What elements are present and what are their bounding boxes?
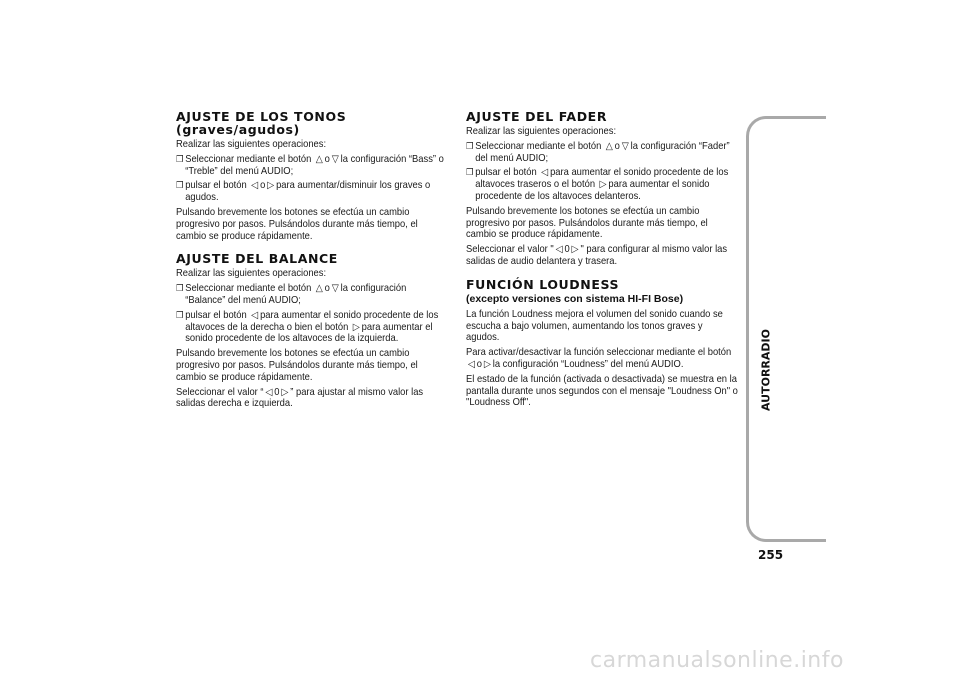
balance-bullet-2: ❒ pulsar el botón ◁ para aumentar el sonido procedente de los altavoces de la derecha o bien el botón ▷ para aumentar el sonido procedente de los altavoces de la izquierda. — [176, 309, 439, 345]
right-arrow-icon: ▷ — [483, 358, 491, 370]
checkbox-bullet-icon: ❒ — [176, 180, 184, 191]
tones-heading: AJUSTE DE LOS TONOS — [176, 109, 347, 124]
right-arrow-icon: ▷ — [571, 244, 579, 256]
fader-paragraph: Pulsando brevemente los botones se efectúa un cambio progresivo por pasos. Pulsándolos durante más tiempo, el cambio se produce rápidamente. — [466, 205, 708, 241]
loudness-subheading: (excepto versiones con sistema HI-FI Bose) — [466, 292, 684, 305]
fader-value-paragraph: Seleccionar el valor " ◁ 0 ▷ " para configurar al mismo valor las salidas de audio delantera y trasera. — [466, 244, 728, 267]
left-column — [176, 110, 448, 410]
tones-intro: Realizar las siguientes operaciones: — [176, 139, 327, 150]
left-arrow-icon: ◁ — [555, 244, 563, 256]
loudness-paragraph-3: El estado de la función (activada o desactivada) se muestra en la pantalla durante unos segundos con el mensaje "Loudness On" o "Loudness Off". — [466, 373, 738, 409]
left-arrow-icon: ◁ — [467, 358, 475, 370]
right-arrow-icon: ▷ — [281, 386, 289, 398]
balance-intro: Realizar las siguientes operaciones: — [176, 268, 327, 280]
up-arrow-icon: △ — [315, 283, 323, 295]
balance-bullet-1: ❒ Seleccionar mediante el botón △ o ▽ la configuración “Balance” del menú AUDIO; — [176, 283, 407, 306]
section-label: AUTORRADIO — [759, 329, 773, 411]
left-arrow-icon: ◁ — [265, 386, 273, 398]
tones-bullet-2: ❒ pulsar el botón ◁ o ▷ para aumentar/disminuir los graves o agudos. — [176, 180, 431, 204]
left-arrow-icon: ◁ — [251, 180, 259, 192]
fader-bullet-2: ❒ pulsar el botón ◁ para aumentar el sonido procedente de los altavoces traseros o el botón ▷ para aumentar el sonido procedente de los altavoces delanteros. — [466, 167, 729, 202]
checkbox-bullet-icon: ❒ — [466, 167, 474, 178]
loudness-heading: FUNCIÓN LOUDNESS — [466, 276, 620, 292]
loudness-paragraph-2: Para activar/desactivar la función seleccionar mediante el botón ◁ o ▷ la configuración “Loudness” del menú AUDIO. — [466, 347, 732, 370]
tones-bullet-1: ❒ Seleccionar mediante el botón △ o ▽ la configuración “Bass” o “Treble” del menú AUDIO; — [176, 153, 444, 177]
left-arrow-icon: ◁ — [541, 167, 549, 179]
fader-bullet-1: ❒ Seleccionar mediante el botón △ o ▽ la configuración “Fader” del menú AUDIO; — [466, 140, 730, 164]
up-arrow-icon: △ — [605, 140, 613, 152]
down-arrow-icon: ▽ — [621, 140, 629, 152]
loudness-paragraph-1: La función Loudness mejora el volumen del sonido cuando se escucha a bajo volumen, aumentando los tonos graves y agudos. — [466, 308, 723, 344]
tones-subheading: (graves/agudos) — [176, 122, 300, 137]
checkbox-bullet-icon: ❒ — [176, 153, 184, 164]
checkbox-bullet-icon: ❒ — [176, 309, 184, 320]
balance-value-paragraph: Seleccionar el valor “ ◁ 0 ▷ ” para ajustar al mismo valor las salidas derecha e izquierda. — [176, 386, 424, 410]
balance-heading: AJUSTE DEL BALANCE — [176, 251, 338, 267]
watermark: carmanualsonline.info — [590, 648, 844, 673]
right-arrow-icon: ▷ — [352, 321, 360, 333]
fader-heading: AJUSTE DEL FADER — [466, 109, 608, 124]
left-arrow-icon: ◁ — [251, 309, 259, 321]
down-arrow-icon: ▽ — [331, 153, 339, 165]
page-number: 255 — [758, 548, 784, 562]
right-column — [466, 110, 738, 409]
right-arrow-icon: ▷ — [599, 179, 607, 191]
balance-paragraph: Pulsando brevemente los botones se efectúa un cambio progresivo por pasos. Pulsándolos durante más tiempo, el cambio se produce rápidamente. — [176, 348, 418, 383]
down-arrow-icon: ▽ — [331, 283, 339, 295]
section-side-tab — [746, 116, 826, 542]
checkbox-bullet-icon: ❒ — [466, 140, 474, 151]
fader-intro: Realizar las siguientes operaciones: — [466, 126, 617, 137]
up-arrow-icon: △ — [315, 153, 323, 165]
tones-paragraph: Pulsando brevemente los botones se efectúa un cambio progresivo por pasos. Pulsándolos durante más tiempo, el cambio se produce rápidamente. — [176, 206, 418, 242]
checkbox-bullet-icon: ❒ — [176, 283, 184, 294]
right-arrow-icon: ▷ — [267, 180, 275, 192]
